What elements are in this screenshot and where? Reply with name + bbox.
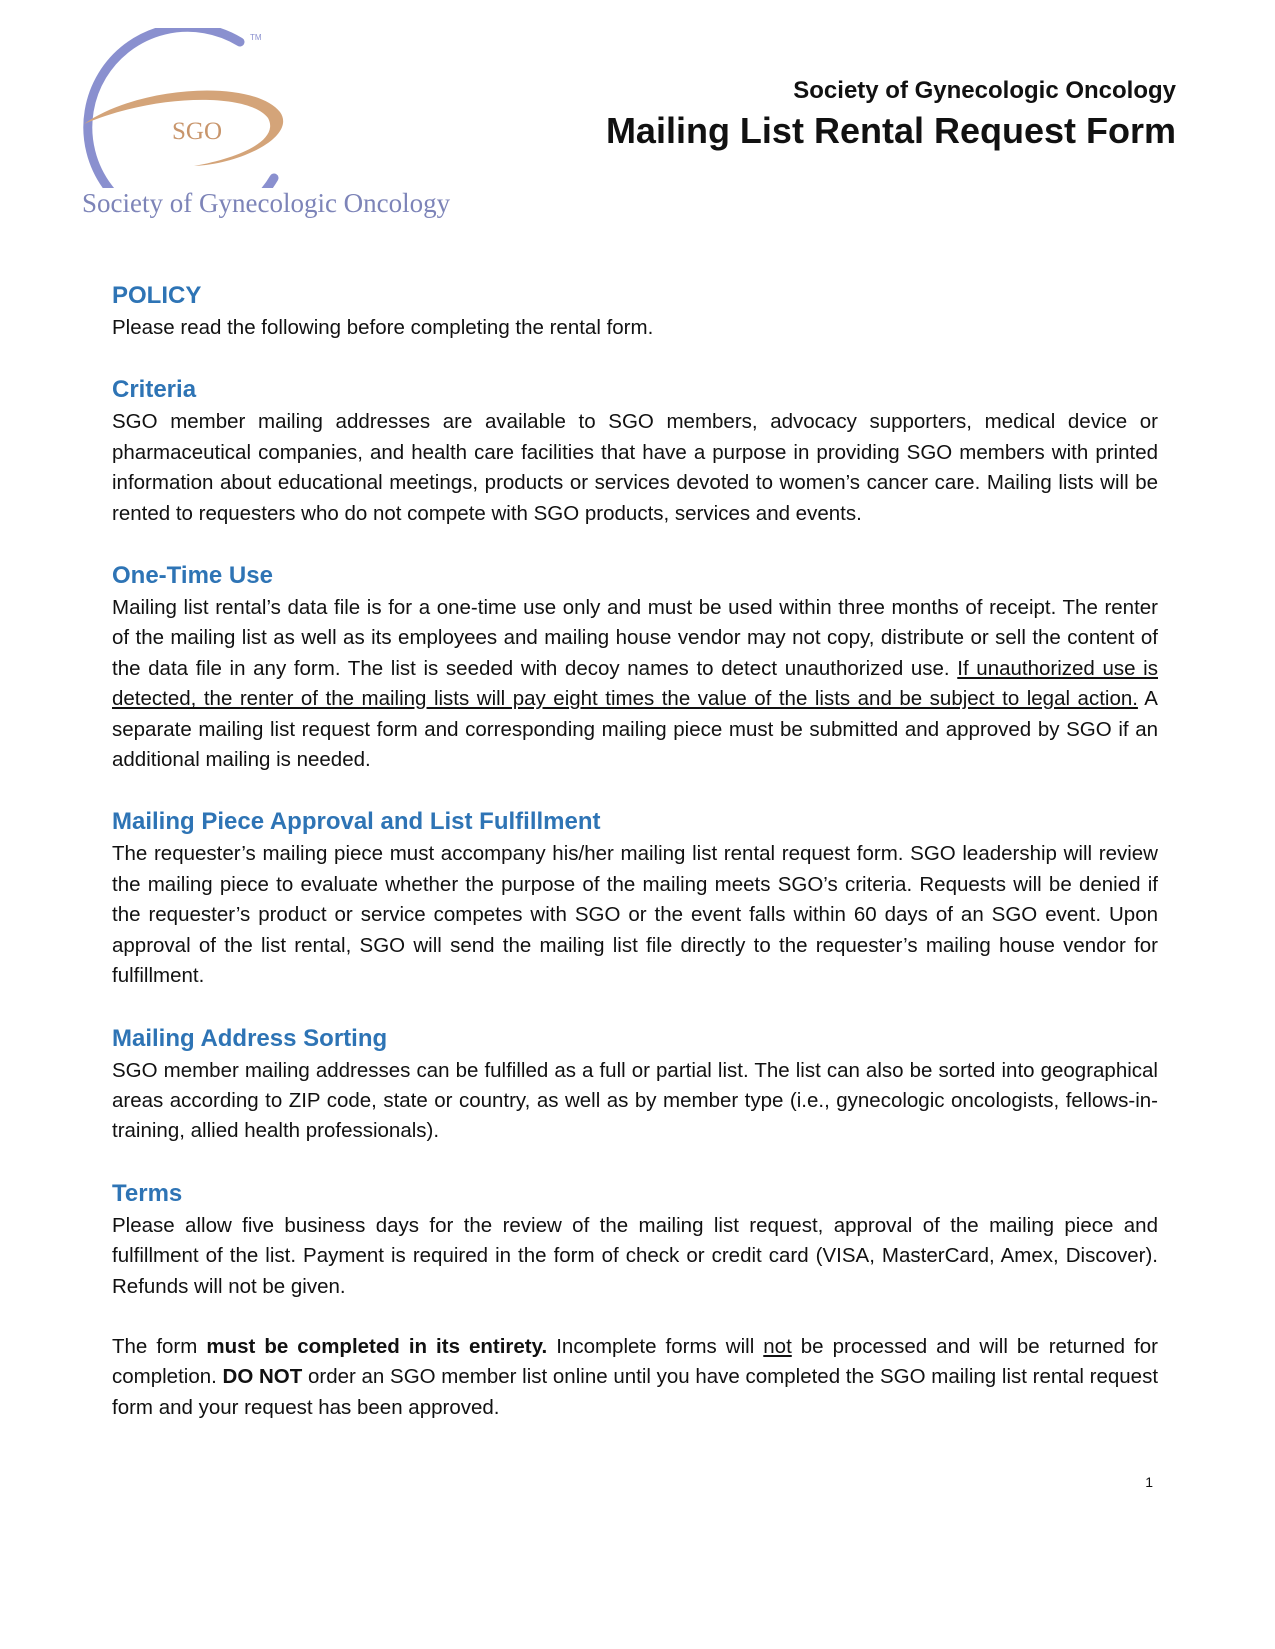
logo-trademark: TM: [250, 33, 262, 42]
policy-text: Please read the following before completing the rental form.: [112, 316, 654, 339]
policy-heading: POLICY: [112, 282, 202, 309]
completion-notice: [112, 1332, 1158, 1423]
logo-caption: Society of Gynecologic Oncology: [82, 188, 451, 218]
unauthorized-use-warning: If unauthorized use is detected, the renter of the mailing lists will pay eight times the value of the lists and be subject to legal action.: [112, 656, 1158, 711]
document-title: Mailing List Rental Request Form: [605, 110, 1176, 151]
document-header: [606, 76, 1176, 154]
one-time-use-heading: One-Time Use: [112, 562, 273, 590]
completion-notice-not: not: [763, 1334, 792, 1358]
header-organization: Society of Gynecologic Oncology: [793, 77, 1176, 104]
criteria-text: SGO member mailing addresses are available to SGO members, advocacy supporters, medical device or pharmaceutical companies, and health care facilities that have a purpose in providing SGO members with printed information about educational meetings, products or services devoted to women’s cancer care. Mailing lists will be rented to requesters who do not compete with SGO products, services and events.: [112, 410, 1158, 525]
sorting-text: SGO member mailing addresses can be fulfilled as a full or partial list. The list can also be sorted into geographical areas according to ZIP code, state or country, as well as by member type (i.e., gynecologic oncologists, fellows-in-training, allied health professionals).: [112, 1058, 1158, 1143]
completion-notice-part1: The form: [112, 1334, 207, 1358]
approval-text: The requester’s mailing piece must accompany his/her mailing list rental request form. SGO leadership will review the mailing piece to evaluate whether the purpose of the mailing meets SGO’s criteria. Requests will be denied if the requester’s product or service competes with SGO or the event falls within 60 days of an SGO event. Upon approval of the list rental, SGO will send the mailing list file directly to the requester’s mailing house vendor for fulfillment.: [112, 842, 1158, 988]
one-time-use-text: [112, 593, 1158, 775]
one-time-use-section: [112, 559, 1158, 775]
sorting-section: [112, 1022, 1158, 1147]
approval-heading: Mailing Piece Approval and List Fulfillment: [112, 808, 601, 836]
completion-notice-emphasis: must be completed in its entirety.: [206, 1334, 548, 1358]
completion-notice-do-not: DO NOT: [222, 1365, 303, 1389]
document-body: [112, 279, 1158, 1423]
policy-section: [112, 279, 1158, 343]
completion-notice-part4: order an SGO member list online until you have completed the SGO mailing list rental request form and your request has been approved.: [112, 1365, 1159, 1419]
one-time-use-text-intro: Mailing list rental’s data file is for a one-time use only and must be used within three months of receipt. The renter of the mailing list as well as its employees and mailing house vendor may not copy, distribute or sell the content of the data file in any form. The list is seeded with decoy names to detect unauthorized use.: [112, 596, 1158, 680]
one-time-use-text-outro: A separate mailing list request form and corresponding mailing piece must be submitted and approved by SGO if an additional mailing is needed.: [112, 687, 1158, 772]
terms-section: [112, 1177, 1158, 1302]
sgo-logo: [82, 28, 462, 228]
criteria-section: [112, 373, 1158, 529]
sorting-heading: Mailing Address Sorting: [112, 1024, 388, 1052]
completion-notice-part3: be processed and will be returned for completion.: [112, 1334, 1158, 1389]
criteria-heading: Criteria: [112, 376, 197, 404]
terms-heading: Terms: [112, 1179, 183, 1207]
terms-text: Please allow five business days for the review of the mailing list request, approval of the mailing piece and fulfillment of the list. Payment is required in the form of check or credit card (VISA, MasterCard, Amex, Discover). Refunds will not be given.: [112, 1213, 1158, 1298]
sgo-logo-emblem: [82, 28, 462, 188]
completion-notice-part2: Incomplete forms will: [547, 1334, 764, 1358]
logo-abbreviation: SGO: [172, 118, 223, 145]
approval-section: [112, 805, 1158, 991]
page-number: 1: [1145, 1474, 1153, 1490]
